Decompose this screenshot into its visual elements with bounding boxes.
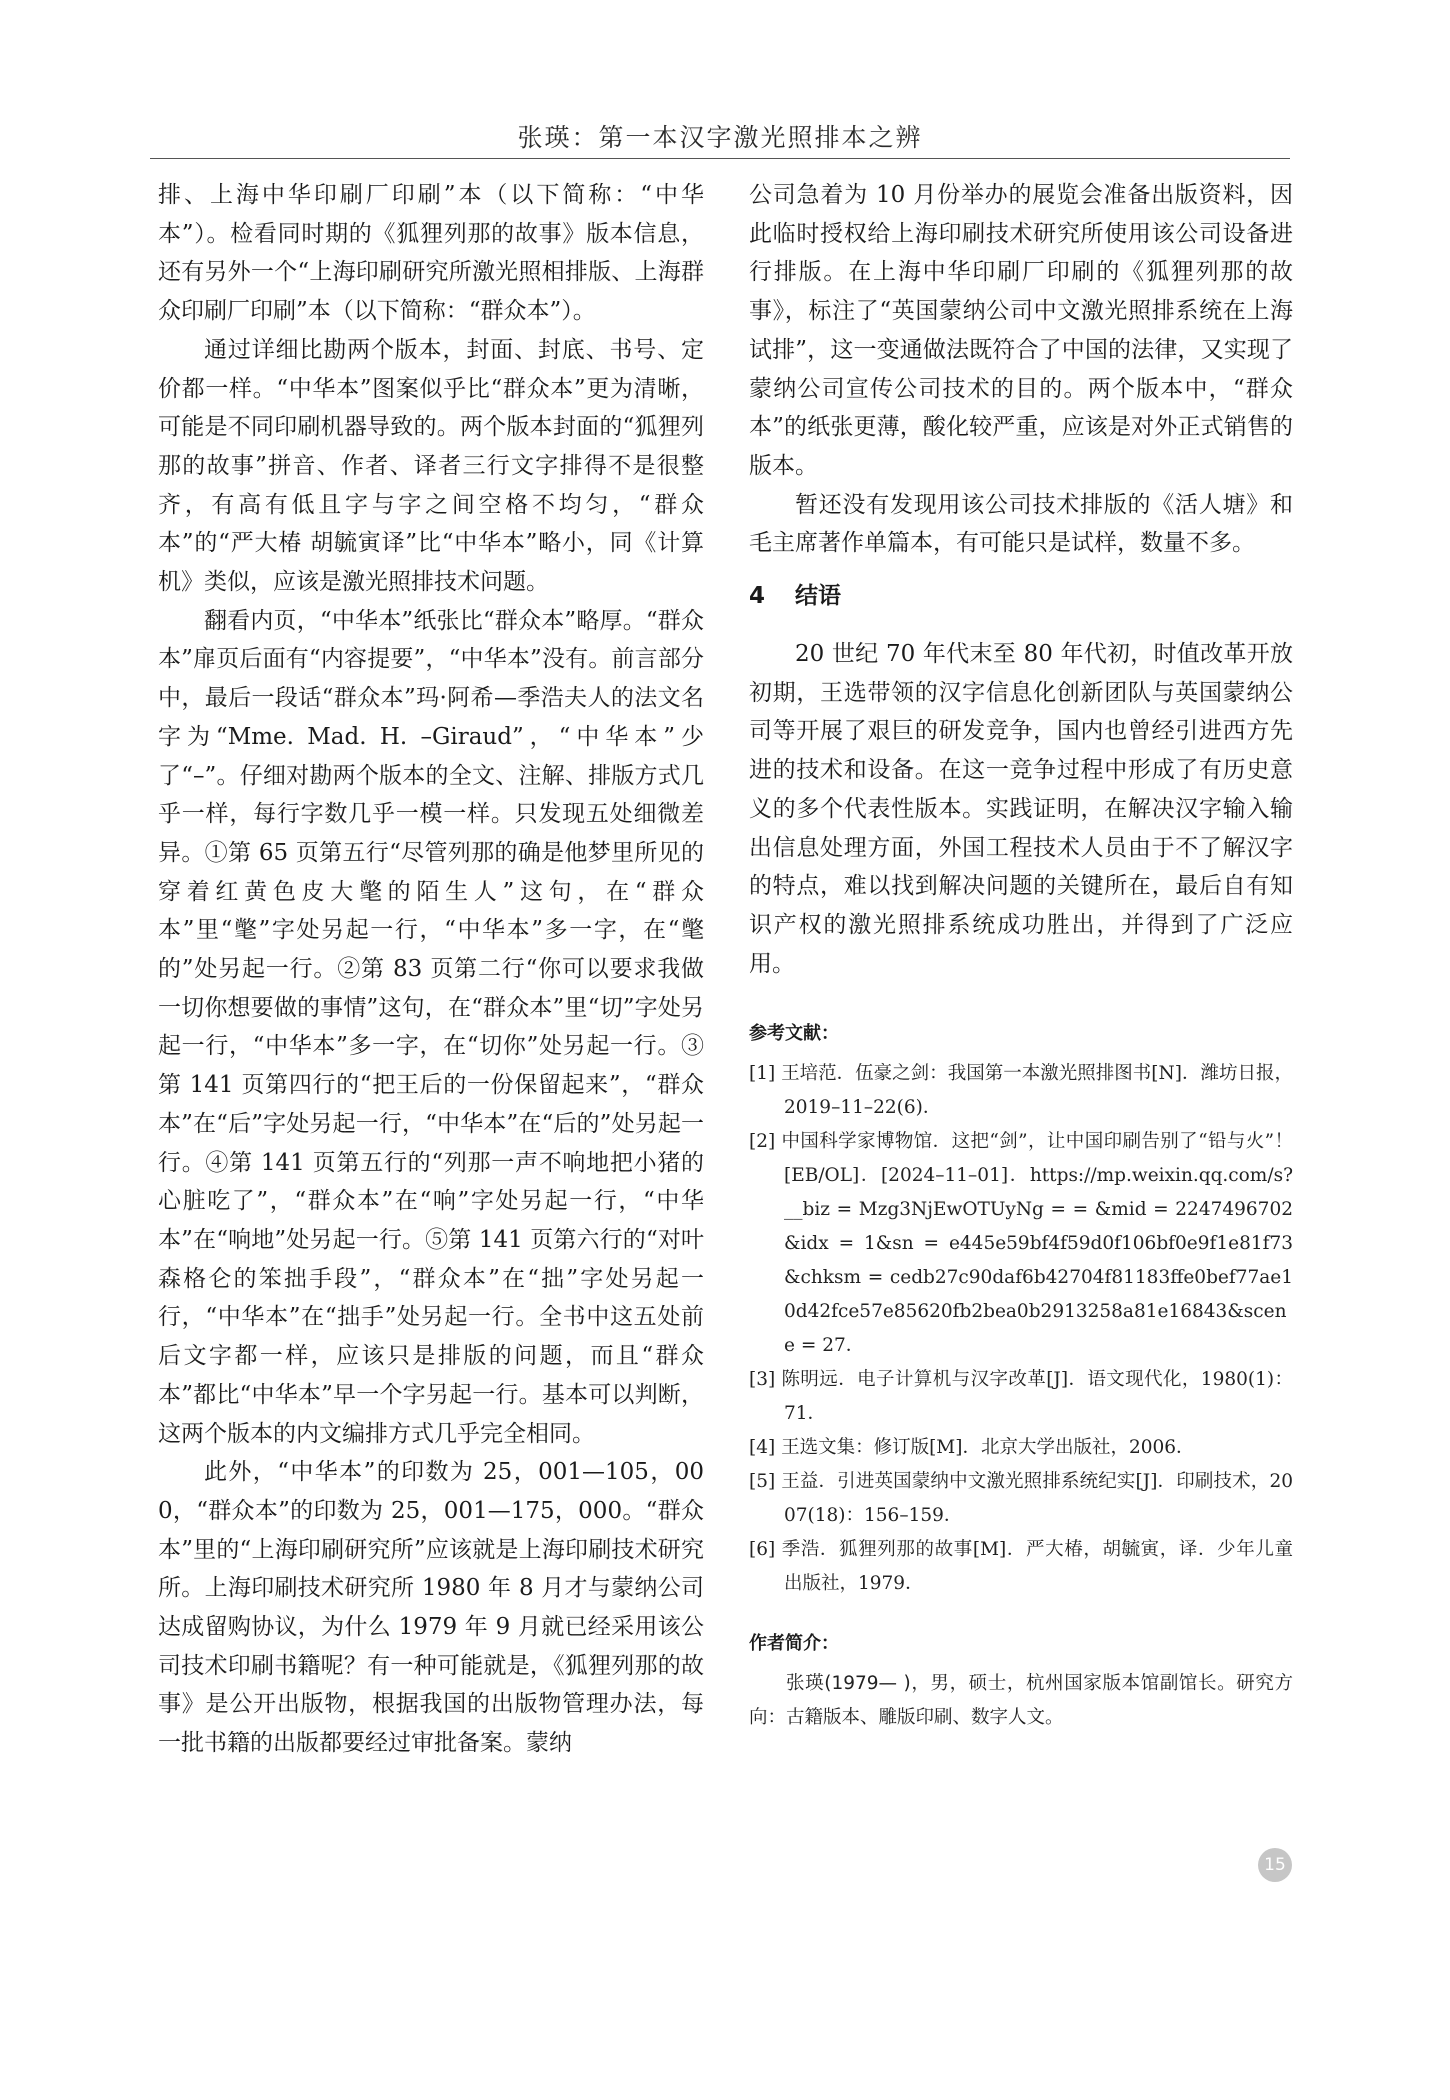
author-bio: 张瑛(1979— )，男，硕士，杭州国家版本馆副馆长。研究方向：古籍版本、雕版印刷、数字人文。 <box>749 1673 1293 1729</box>
conclusion-paragraph: 20 世纪 70 年代末至 80 年代初，时值改革开放初期，王选带领的汉字信息化创新团队与英国蒙纳公司等开展了艰巨的研发竞争，国内也曾经引进西方先进的技术和设备。在这一竞争过程中形成了有历史意义的多个代表性版本。实践证明，在解决汉字输入输出信息处理方面，外国工程技术人员由于不了解汉字的特点，难以找到解决问题的关键所在，最后自有知识产权的激光照排系统成功胜出，并得到了广泛应用。 <box>749 641 1293 977</box>
reference-item: [6] 季浩．狐狸列那的故事[M]．严大椿，胡毓寅，译．少年儿童出版社，1979． <box>749 1539 1293 1595</box>
reference-item: [5] 王益．引进英国蒙纳中文激光照排系统纪实[J]．印刷技术，2007(18)：156–159． <box>749 1471 1293 1527</box>
reference-item: [1] 王培范．伍豪之剑：我国第一本激光照排图书[N]．潍坊日报，2019–11–22(6)． <box>749 1063 1293 1119</box>
paragraph: 此外，“中华本”的印数为 25，001—105，000，“群众本”的印数为 25，001—175，000。“群众本”里的“上海印刷研究所”应该就是上海印刷技术研究所。上海印刷技术研究所 1980 年 8 月才与蒙纳公司达成留购协议，为什么 1979 年 9 月就已经采用该公司技术印刷书籍呢？有一种可能就是，《狐狸列那的故事》是公开出版物，根据我国的出版物管理办法，每一批书籍的出版都要经过审批备案。蒙纳 <box>158 1459 704 1757</box>
author-heading: 作者简介： <box>749 1633 839 1655</box>
page-number-badge: 15 <box>1258 1848 1292 1882</box>
paragraph: 通过详细比勘两个版本，封面、封底、书号、定价都一样。“中华本”图案似乎比“群众本”更为清晰，可能是不同印刷机器导致的。两个版本封面的“狐狸列那的故事”拼音、作者、译者三行文字排得不是很整齐，有高有低且字与字之间空格不均匀，“群众本”的“严大椿 胡毓寅译”比“中华本”略小，同《计算机》类似，应该是激光照排技术问题。 <box>158 336 704 596</box>
section-heading <box>749 577 1293 615</box>
reference-item: [4] 王选文集：修订版[M]．北京大学出版社，2006． <box>749 1437 1195 1459</box>
left-column <box>158 176 704 1763</box>
section-title: 结语 <box>795 583 841 610</box>
running-head: 张瑛：第一本汉字激光照排本之辨 <box>517 123 923 152</box>
paragraph: 暂还没有发现用该公司技术排版的《活人塘》和毛主席著作单篇本，有可能只是试样，数量不多。 <box>749 491 1293 557</box>
references-heading: 参考文献： <box>749 1023 839 1045</box>
reference-list <box>749 1057 1293 1601</box>
reference-item: [2] 中国科学家博物馆．这把“剑”，让中国印刷告别了“铅与火”！[EB/OL]．[2024–11–01]．https://mp.weixin.qq.com/s?__biz = Mzg3NjEwOTUyNg = = &mid = 2247496702&idx = 1&sn = e445e59bf4f59d0f106bf0e9f1e81f73&chksm = cedb27c90daf6b42704f81183ffe0bef77ae10d42fce57e85620fb2bea0b2913258a81e16843&scene = 27． <box>749 1131 1293 1357</box>
paragraph: 翻看内页，“中华本”纸张比“群众本”略厚。“群众本”扉页后面有“内容提要”，“中华本”没有。前言部分中，最后一段话“群众本”玛·阿希—季浩夫人的法文名字为“Mme. Mad. H. –Giraud”，“中华本”少了“–”。仔细对勘两个版本的全文、注解、排版方式几乎一样，每行字数几乎一模一样。只发现五处细微差异。①第 65 页第五行“尽管列那的确是他梦里所见的穿着红黄色皮大氅的陌生人”这句，在“群众本”里“氅”字处另起一行，“中华本”多一字，在“氅的”处另起一行。②第 83 页第二行“你可以要求我做一切你想要做的事情”这句，在“群众本”里“切”字处另起一行，“中华本”多一字，在“切你”处另起一行。③第 141 页第四行的“把王后的一份保留起来”，“群众本”在“后”字处另起一行，“中华本”在“后的”处另起一行。④第 141 页第五行的“列那一声不响地把小猪的心脏吃了”，“群众本”在“响”字处另起一行，“中华本”在“响地”处另起一行。⑤第 141 页第六行的“对叶森格仑的笨拙手段”，“群众本”在“拙”字处另起一行，“中华本”在“拙手”处另起一行。全书中这五处前后文字都一样，应该只是排版的问题，而且“群众本”都比“中华本”早一个字另起一行。基本可以判断，这两个版本的内文编排方式几乎完全相同。 <box>158 607 704 1447</box>
paragraph: 排、上海中华印刷厂印刷”本（以下简称：“中华本”）。检看同时期的《狐狸列那的故事》版本信息，还有另外一个“上海印刷研究所激光照相排版、上海群众印刷厂印刷”本（以下简称：“群众本”）。 <box>158 182 704 325</box>
right-column <box>749 176 1293 1735</box>
header-rule <box>150 158 1290 159</box>
section-number: 4 <box>749 583 766 610</box>
paragraph: 公司急着为 10 月份举办的展览会准备出版资料，因此临时授权给上海印刷技术研究所使用该公司设备进行排版。在上海中华印刷厂印刷的《狐狸列那的故事》，标注了“英国蒙纳公司中文激光照排系统在上海试排”，这一变通做法既符合了中国的法律，又实现了蒙纳公司宣传公司技术的目的。两个版本中，“群众本”的纸张更薄，酸化较严重，应该是对外正式销售的版本。 <box>749 182 1293 479</box>
reference-item: [3] 陈明远．电子计算机与汉字改革[J]．语文现代化，1980(1)：71． <box>749 1369 1293 1425</box>
